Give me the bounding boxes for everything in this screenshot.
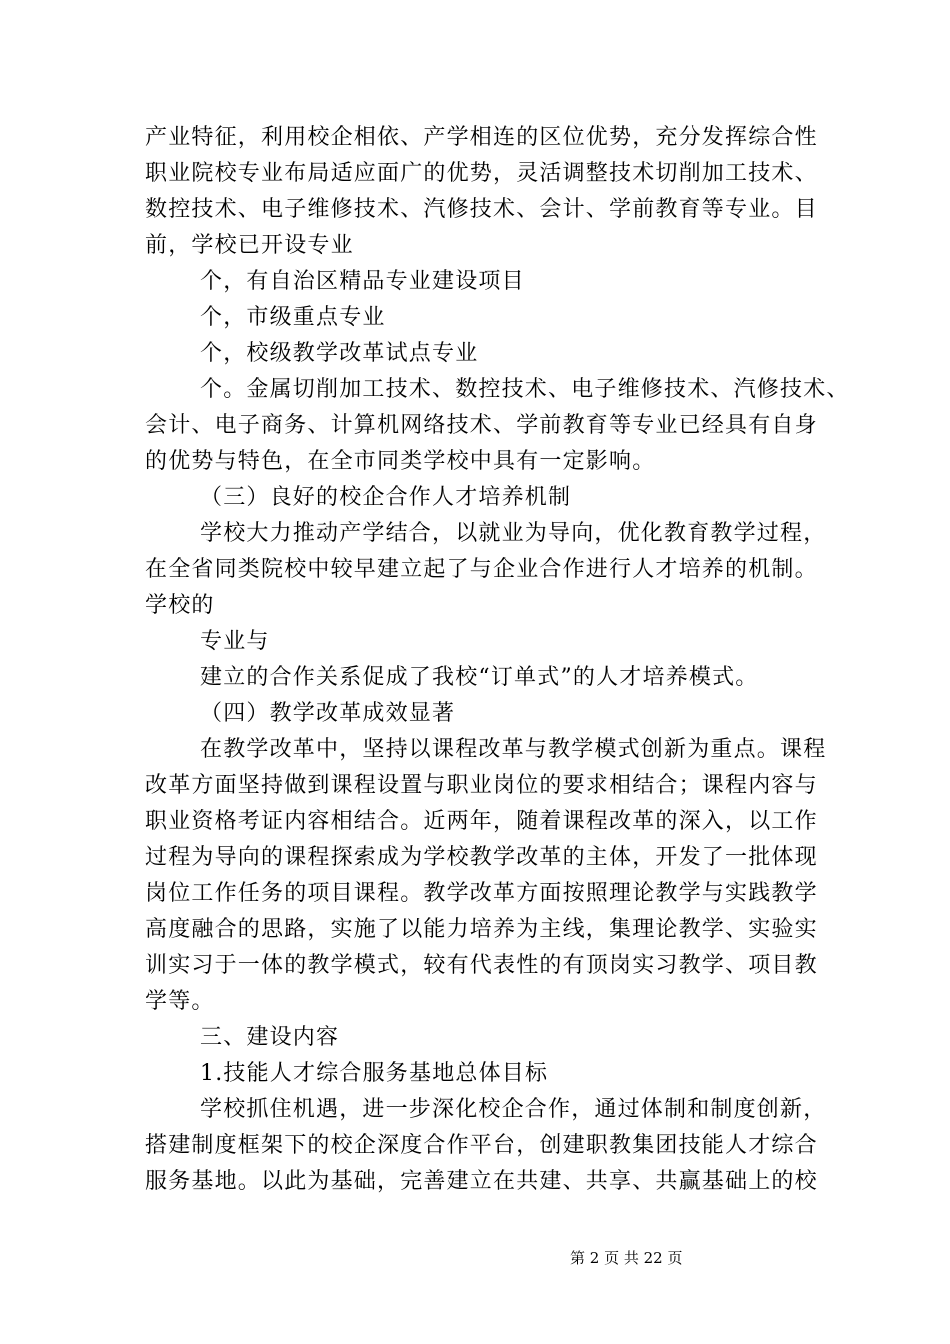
text-line: 产业特征，利用校企相依、产学相连的区位优势，充分发挥综合性 bbox=[145, 125, 818, 150]
document-body bbox=[145, 120, 850, 1200]
text-line: 会计、电子商务、计算机网络技术、学前教育等专业已经具有自身 bbox=[145, 413, 818, 438]
text-line: （三）良好的校企合作人才培养机制 bbox=[200, 485, 572, 510]
text-line: 高度融合的思路，实施了以能力培养为主线，集理论教学、实验实 bbox=[145, 917, 818, 942]
text-line: 在全省同类院校中较早建立起了与企业合作进行人才培养的机制。 bbox=[145, 557, 818, 582]
text-line: 搭建制度框架下的校企深度合作平台，创建职教集团技能人才综合 bbox=[145, 1133, 818, 1158]
text-line: 学校抓住机遇，进一步深化校企合作，通过体制和制度创新， bbox=[200, 1097, 827, 1122]
text-line: 1.技能人才综合服务基地总体目标 bbox=[200, 1061, 549, 1086]
text-line: 三、建设内容 bbox=[200, 1025, 340, 1050]
text-line: 服务基地。以此为基础，完善建立在共建、共享、共赢基础上的校 bbox=[145, 1169, 818, 1194]
text-line: 专业与 bbox=[200, 629, 270, 654]
text-line: 训实习于一体的教学模式，较有代表性的有顶岗实习教学、项目教 bbox=[145, 953, 818, 978]
text-line: 岗位工作任务的项目课程。教学改革方面按照理论教学与实践教学 bbox=[145, 881, 818, 906]
text-line: 职业资格考证内容相结合。近两年，随着课程改革的深入，以工作 bbox=[145, 809, 818, 834]
text-line: 学等。 bbox=[145, 989, 215, 1014]
text-line: 建立的合作关系促成了我校“订单式”的人才培养模式。 bbox=[200, 665, 759, 690]
text-line: 学校的 bbox=[145, 593, 215, 618]
text-line: 个，有自治区精品专业建设项目 bbox=[200, 269, 525, 294]
text-line: 在教学改革中，坚持以课程改革与教学模式创新为重点。课程 bbox=[200, 737, 827, 762]
text-line: 个。金属切削加工技术、数控技术、电子维修技术、汽修技术、 bbox=[200, 377, 850, 402]
text-line: （四）教学改革成效显著 bbox=[200, 701, 456, 726]
text-line: 数控技术、电子维修技术、汽修技术、会计、学前教育等专业。目 bbox=[145, 197, 818, 222]
text-line: 个，校级教学改革试点专业 bbox=[200, 341, 479, 366]
text-line: 职业院校专业布局适应面广的优势，灵活调整技术切削加工技术、 bbox=[145, 161, 818, 186]
text-line: 个，市级重点专业 bbox=[200, 305, 386, 330]
text-line: 改革方面坚持做到课程设置与职业岗位的要求相结合；课程内容与 bbox=[145, 773, 818, 798]
text-line: 前，学校已开设专业 bbox=[145, 233, 354, 258]
text-line: 过程为导向的课程探索成为学校教学改革的主体，开发了一批体现 bbox=[145, 845, 818, 870]
text-line: 的优势与特色，在全市同类学校中具有一定影响。 bbox=[145, 449, 656, 474]
text-line: 学校大力推动产学结合，以就业为导向，优化教育教学过程， bbox=[200, 521, 827, 546]
page-number: 第 2 页 共 22 页 bbox=[570, 1249, 683, 1267]
